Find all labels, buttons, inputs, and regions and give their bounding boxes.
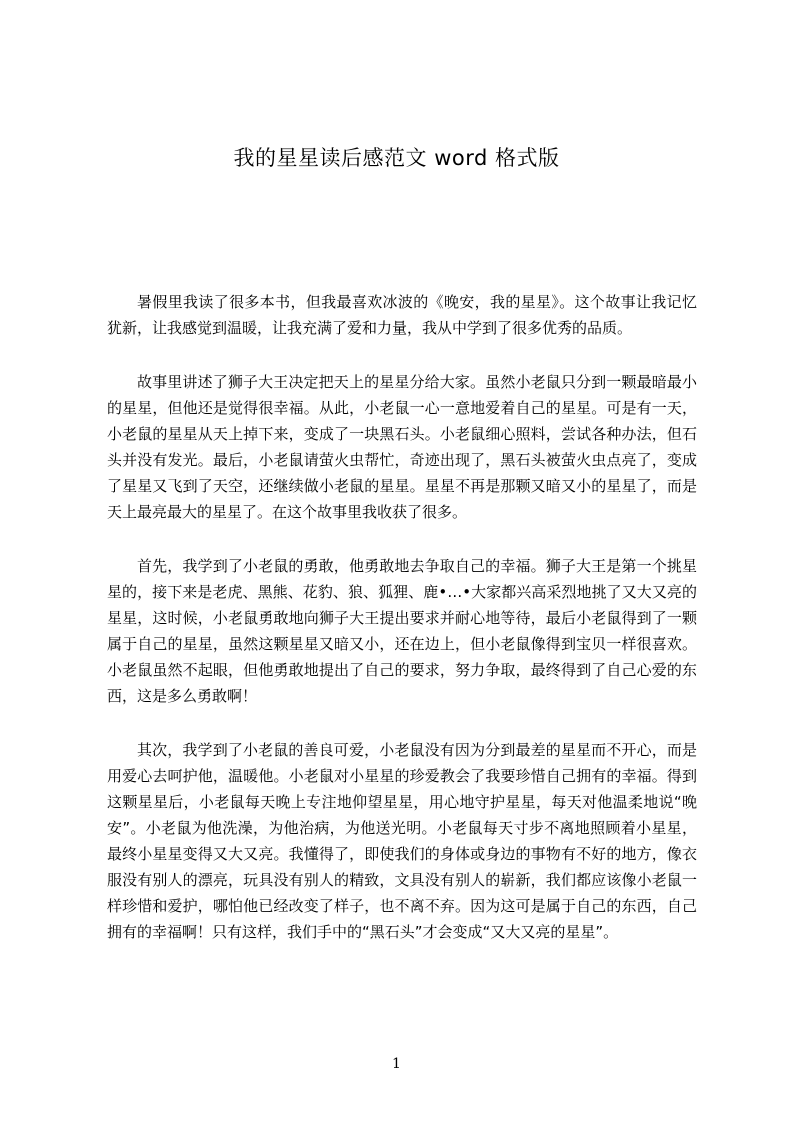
document-title: 我的星星读后感范文 word 格式版 xyxy=(233,146,560,170)
paragraph-intro: 暑假里我读了很多本书，但我最喜欢冰波的《晚安，我的星星》。这个故事让我记忆犹新，让我感觉到温暖，让我充满了爱和力量，我从中学到了很多优秀的品质。 xyxy=(107,293,697,337)
page-number: 1 xyxy=(392,1056,401,1072)
paragraph-kindness: 其次，我学到了小老鼠的善良可爱，小老鼠没有因为分到最差的星星而不开心，而是用爱心去呵护他，温暖他。小老鼠对小星星的珍爱教会了我要珍惜自己拥有的幸福。得到这颗星星后，小老鼠每天晚上专注地仰望星星，用心地守护星星，每天对他温柔地说“晚安”。小老鼠为他洗澡，为他治病，为他送光明。小老鼠每天寸步不离地照顾着小星星，最终小星星变得又大又亮。我懂得了，即使我们的身体或身边的事物有不好的地方，像衣服没有别人的漂亮，玩具没有别人的精致，文具没有别人的崭新，我们都应该像小老鼠一样珍惜和爱护，哪怕他已经改变了样子，也不离不弃。因为这可是属于自己的东西，自己拥有的幸福啊！只有这样，我们手中的“黑石头”才会变成“又大又亮的星星”。 xyxy=(107,741,697,941)
paragraph-courage: 首先，我学到了小老鼠的勇敢，他勇敢地去争取自己的幸福。狮子大王是第一个挑星星的，接下来是老虎、黑熊、花豹、狼、狐狸、鹿•…•大家都兴高采烈地挑了又大又亮的星星，这时候，小老鼠勇敢地向狮子大王提出要求并耐心地等待，最后小老鼠得到了一颗属于自己的星星，虽然这颗星星又暗又小，还在边上，但小老鼠像得到宝贝一样很喜欢。小老鼠虽然不起眼，但他勇敢地提出了自己的要求，努力争取，最终得到了自己心爱的东西，这是多么勇敢啊！ xyxy=(107,557,697,705)
paragraph-story-summary: 故事里讲述了狮子大王决定把天上的星星分给大家。虽然小老鼠只分到一颗最暗最小的星星，但他还是觉得很幸福。从此，小老鼠一心一意地爱着自己的星星。可是有一天，小老鼠的星星从天上掉下来，变成了一块黑石头。小老鼠细心照料，尝试各种办法，但石头并没有发光。最后，小老鼠请萤火虫帮忙，奇迹出现了，黑石头被萤火虫点亮了，变成了星星又飞到了天空，还继续做小老鼠的星星。星星不再是那颗又暗又小的星星了，而是天上最亮最大的星星了。在这个故事里我收获了很多。 xyxy=(107,373,697,521)
document-body xyxy=(107,289,697,973)
